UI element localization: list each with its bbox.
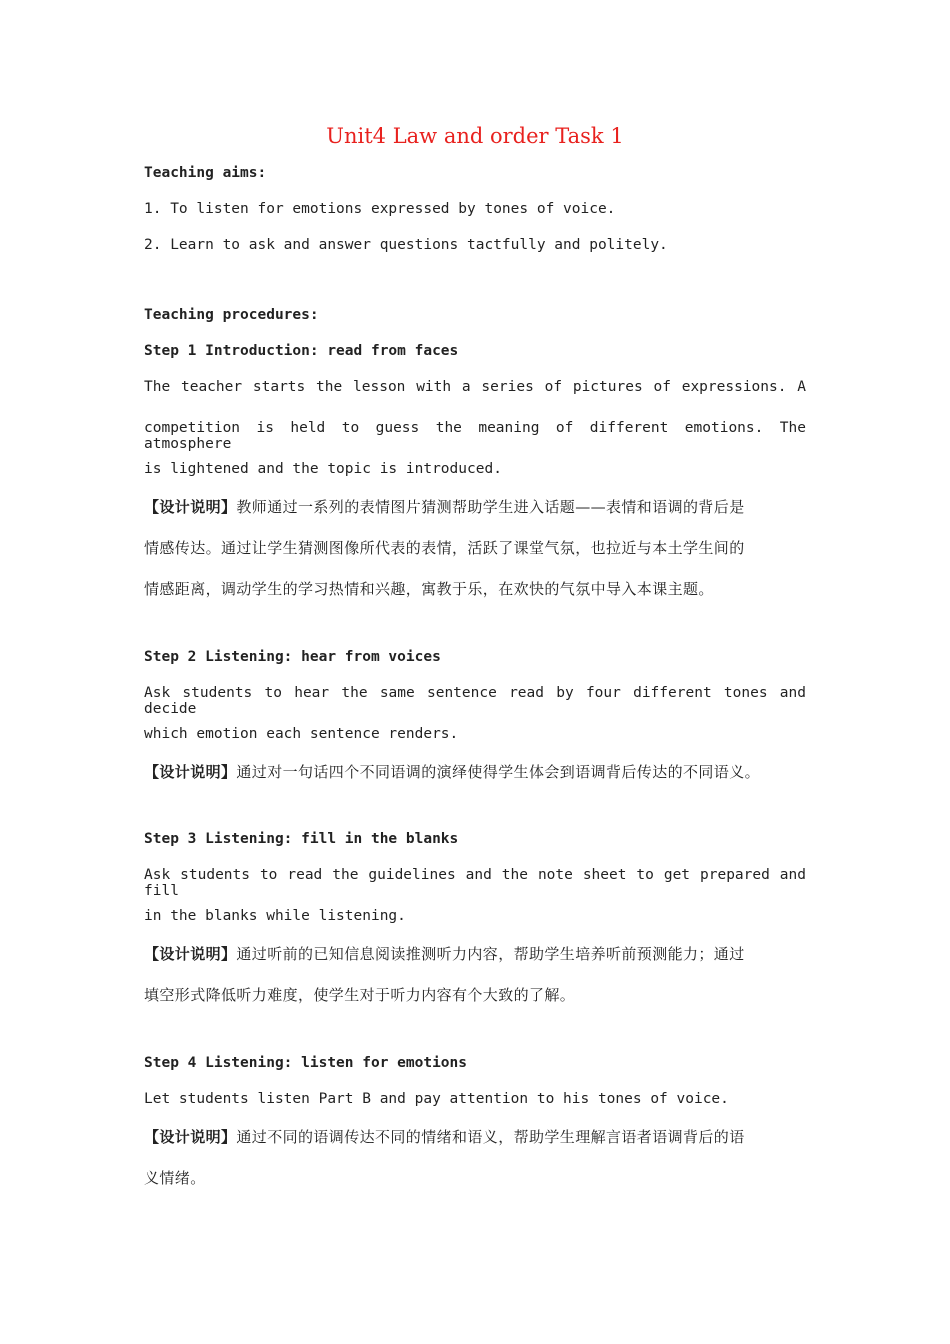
step-1-design-note-line-1: 【设计说明】教师通过一系列的表情图片猜测帮助学生进入话题——表情和语调的背后是 — [144, 498, 745, 516]
step-3-design-note-line-2: 填空形式降低听力难度，使学生对于听力内容有个大致的了解。 — [144, 986, 576, 1004]
step-1-text-line-2: competition is held to guess the meaning of different emotions. The atmosphere — [144, 420, 806, 452]
step-3-design-note-line-1: 【设计说明】通过听前的已知信息阅读推测听力内容，帮助学生培养听前预测能力；通过 — [144, 945, 745, 963]
aim-item-2: 2. Learn to ask and answer questions tactfully and politely. — [144, 237, 668, 253]
step-1-design-note-line-3: 情感距离，调动学生的学习热情和兴趣，寓教于乐，在欢快的气氛中导入本课主题。 — [144, 580, 714, 598]
teaching-aims-heading: Teaching aims: — [144, 165, 267, 181]
step-3-heading: Step 3 Listening: fill in the blanks — [144, 831, 459, 847]
step-1-text-line-3: is lightened and the topic is introduced. — [144, 461, 502, 477]
document-title: Unit4 Law and order Task 1 — [326, 124, 624, 148]
step-3-text-line-2: in the blanks while listening. — [144, 908, 406, 924]
step-4-heading: Step 4 Listening: listen for emotions — [144, 1055, 468, 1071]
aim-item-1: 1. To listen for emotions expressed by tones of voice. — [144, 201, 616, 217]
design-note-label: 【设计说明】 — [144, 763, 237, 781]
step-2-heading: Step 2 Listening: hear from voices — [144, 649, 441, 665]
step-2-text-line-1: Ask students to hear the same sentence read by four different tones and decide — [144, 685, 806, 717]
step-1-heading: Step 1 Introduction: read from faces — [144, 343, 459, 359]
teaching-procedures-heading: Teaching procedures: — [144, 307, 319, 323]
step-4-design-note-line-1: 【设计说明】通过不同的语调传达不同的情绪和语义，帮助学生理解言语者语调背后的语 — [144, 1128, 745, 1146]
step-2-design-note-line-1: 【设计说明】通过对一句话四个不同语调的演绎使得学生体会到语调背后传达的不同语义。 — [144, 763, 761, 781]
design-note-label: 【设计说明】 — [144, 498, 237, 516]
step-3-text-line-1: Ask students to read the guidelines and the note sheet to get prepared and fill — [144, 867, 806, 899]
step-2-text-line-2: which emotion each sentence renders. — [144, 726, 459, 742]
design-note-label: 【设计说明】 — [144, 1128, 237, 1146]
step-4-text-line-1: Let students listen Part B and pay attention to his tones of voice. — [144, 1091, 729, 1107]
step-1-design-note-line-2: 情感传达。通过让学生猜测图像所代表的表情，活跃了课堂气氛，也拉近与本土学生间的 — [144, 539, 745, 557]
step-4-design-note-line-2: 义情绪。 — [144, 1169, 206, 1187]
step-1-text-line-1: The teacher starts the lesson with a series of pictures of expressions. A — [144, 379, 806, 395]
design-note-label: 【设计说明】 — [144, 945, 237, 963]
